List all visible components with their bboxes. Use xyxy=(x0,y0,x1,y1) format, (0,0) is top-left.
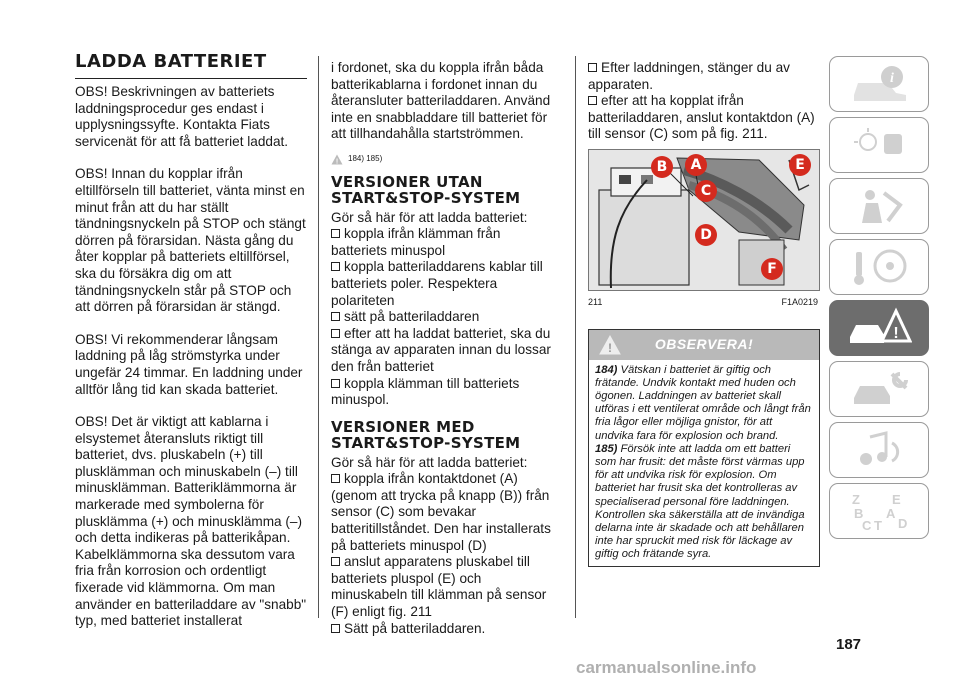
note-title: OBSERVERA! xyxy=(654,336,754,353)
refs-text: 184) 185) xyxy=(348,153,383,163)
checkbox-icon xyxy=(331,557,340,566)
section-title: VERSIONER MED START&STOP-SYSTEM xyxy=(331,417,521,452)
list-item: Sätt på batteriladdaren. xyxy=(331,621,551,638)
battery-figure xyxy=(588,149,820,291)
wrench-car-icon xyxy=(848,368,912,410)
tab-dashboard-lights[interactable] xyxy=(829,117,929,173)
checkbox-icon xyxy=(331,379,340,388)
note-body xyxy=(589,360,819,566)
column-2 xyxy=(331,60,551,637)
figure-label-e: E xyxy=(789,154,811,176)
warning-triangle-icon xyxy=(331,154,343,165)
figure-caption xyxy=(588,294,818,311)
list-item: anslut apparatens pluskabel till batteriets pluspol (E) och minuskabeln till klämman på sensor (F) enligt fig. 211 xyxy=(331,554,547,620)
section-intro: Gör så här för att ladda batteriet: xyxy=(331,454,528,470)
warning-refs xyxy=(331,151,551,168)
car-warning-icon xyxy=(848,307,912,349)
index-letter: C xyxy=(862,518,872,532)
page-number: 187 xyxy=(836,636,862,653)
section-intro: Gör så här för att ladda batteriet: xyxy=(331,209,528,225)
checkbox-icon xyxy=(588,96,597,105)
key-steering-icon xyxy=(848,246,912,288)
svg-text:!: ! xyxy=(335,158,339,165)
tab-starting-driving[interactable] xyxy=(829,239,929,295)
svg-text:!: ! xyxy=(608,340,612,355)
column-1 xyxy=(75,52,307,630)
tab-index[interactable] xyxy=(829,483,929,539)
index-letter: T xyxy=(874,518,882,532)
paragraph: OBS! Det är viktigt att kablarna i elsystemet återansluts riktigt till batteriet, dvs. pluskabeln (+) till plusklämman och minuskabeln (–) till minusklämman. Batteriklämmorna är markerade med symbolerna för plusklämma (+) och minusklämma (–) och detta indikeras på batterikåpan. Kabelklämmorna ska dessutom vara fria från korrosion och ordentligt fixerade vid klämmorna. Om man använder en batteriladdare av "snabb" typ, med batteriet installerat xyxy=(75,414,307,629)
column-3 xyxy=(588,60,818,567)
multimedia-icon xyxy=(848,429,912,471)
note-item: 185) Försök inte att ladda om ett batteri som har frusit: det måste först värmas upp för att undvika risk för explosion. Om batteriet har frusit ska det kontrolleras av specialiserad personal före laddningen. Kontrollen ska säkerställa att de invändiga delarna inte är skadade och att behållaren inte har spruckit med risk för läckage av giftig och frätande syra. xyxy=(595,442,805,561)
list-item: koppla ifrån klämman från batteriets minuspol xyxy=(331,226,501,258)
column-divider xyxy=(318,56,319,618)
list-item: koppla batteriladdarens kablar till batteriets poler. Respektera polariteten xyxy=(331,259,543,308)
warning-triangle-icon xyxy=(599,335,621,355)
checkbox-icon xyxy=(331,329,340,338)
note-item: 184) Vätskan i batteriet är giftig och frätande. Undvik kontakt med huden och ögonen. Laddningen av batteriet skall utföras i ett ventilerat område och långt från fria lågor eller möjliga gnistor, för att undvika fara för explosion och brand. xyxy=(595,363,811,442)
list-item: Efter laddningen, stänger du av apparaten. xyxy=(588,60,790,92)
list-item: efter att ha laddat batteriet, ska du stänga av apparaten innan du lossar den från batteriet xyxy=(331,325,551,374)
figure-label-b: B xyxy=(651,156,673,178)
paragraph: i fordonet, ska du koppla ifrån båda batterikablarna i fordonet innan du återansluter batteriladdaren. Använd inte en snabbladdare till batteriet för att tillhandahålla startströmmen. xyxy=(331,60,551,142)
list-item: efter att ha kopplat ifrån batteriladdaren, anslut kontaktdon (A) till sensor (C) som på fig. 211. xyxy=(588,93,815,142)
index-letter: E xyxy=(892,492,901,507)
paragraph: OBS! Innan du kopplar ifrån eltillförseln till batteriet, vänta minst en minut från att du har ställt tändningsnyckeln på STOP och stängt dörren på förarsidan. Nästa gång du åter kopplar på batteriets eltillförsel, ska du försäkra dig om att tändningsnyckeln står på STOP och att dörren på förarsidan är stängd. xyxy=(75,166,306,315)
tab-maintenance[interactable] xyxy=(829,361,929,417)
index-letter: Z xyxy=(852,492,860,507)
watermark: carmanualsonline.info xyxy=(576,658,757,677)
checkbox-icon xyxy=(331,312,340,321)
column-divider xyxy=(575,56,576,618)
checkbox-icon xyxy=(331,624,340,633)
index-letter: A xyxy=(886,506,896,521)
svg-text:!: ! xyxy=(893,325,899,342)
index-letter: D xyxy=(898,516,908,531)
figure-number: 211 xyxy=(588,296,603,307)
note-header xyxy=(589,330,819,360)
list-item: koppla ifrån kontaktdonet (A) (genom att trycka på knapp (B)) från sensor (C) som bevakar batteritillståndet. Den har installerats på batteriets minuspol (D) xyxy=(331,471,551,553)
dashboard-lights-icon xyxy=(848,124,912,166)
paragraph: OBS! Vi rekommenderar långsam laddning på låg strömstyrka under ungefär 24 timmar. En laddning under alltför lång tid kan skada batteriet. xyxy=(75,331,303,397)
tab-car-info[interactable] xyxy=(829,56,929,112)
figure-code: F1A0219 xyxy=(781,296,818,307)
airbag-safety-icon xyxy=(848,185,912,227)
checkbox-icon xyxy=(331,229,340,238)
index-letter: B xyxy=(854,506,864,521)
tab-multimedia[interactable] xyxy=(829,422,929,478)
figure-label-d: D xyxy=(695,224,717,246)
section-title: VERSIONER UTAN START&STOP-SYSTEM xyxy=(331,172,521,207)
paragraph: OBS! Beskrivningen av batteriets laddningsprocedur ges endast i upplysningssyfte. Kontakta Fiats servicenät för att få batteriet laddat. xyxy=(75,84,289,149)
index-letters-icon xyxy=(848,490,912,532)
page-title: LADDA BATTERIET xyxy=(75,52,307,79)
figure-label-f: F xyxy=(761,258,783,280)
figure-label-a: A xyxy=(685,154,707,176)
checkbox-icon xyxy=(331,474,340,483)
figure-label-c: C xyxy=(695,180,717,202)
note-box xyxy=(588,329,820,567)
list-item: koppla klämman till batteriets minuspol. xyxy=(331,375,520,408)
checkbox-icon xyxy=(588,63,597,72)
tab-safety[interactable] xyxy=(829,178,929,234)
list-item: sätt på batteriladdaren xyxy=(331,309,551,326)
tab-emergency[interactable] xyxy=(829,300,929,356)
car-info-icon xyxy=(848,63,912,105)
chapter-tabs xyxy=(829,56,929,544)
checkbox-icon xyxy=(331,262,340,271)
svg-text:i: i xyxy=(890,71,894,86)
